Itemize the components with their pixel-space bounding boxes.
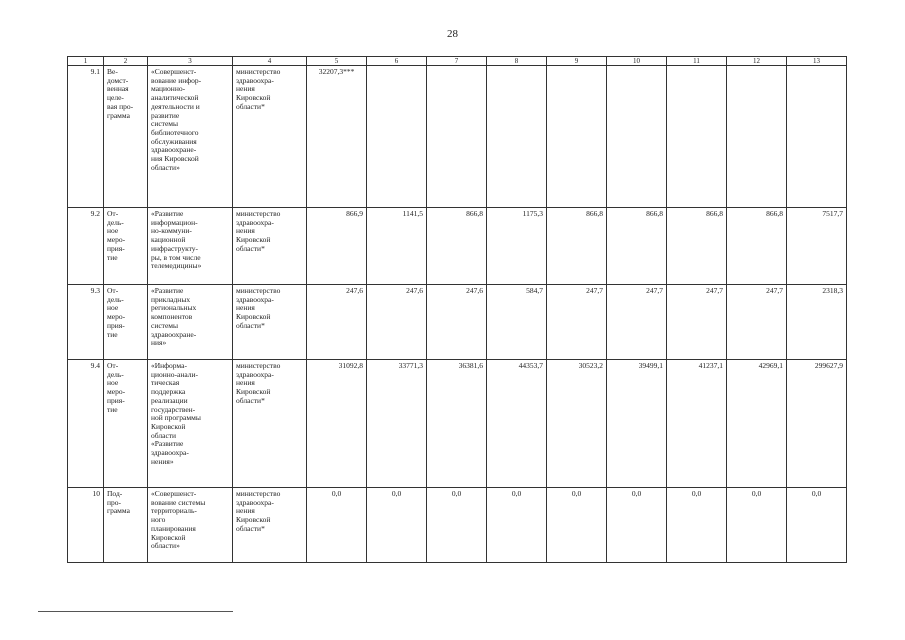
column-header: 11 xyxy=(667,57,727,66)
row-code: 10 xyxy=(68,488,104,563)
value-cell: 866,8 xyxy=(547,208,607,285)
column-header: 8 xyxy=(487,57,547,66)
value-cell xyxy=(727,66,787,208)
value-cell: 247,7 xyxy=(727,285,787,360)
row-type: Под- про- грамма xyxy=(104,488,148,563)
value-cell: 0,0 xyxy=(427,488,487,563)
row-name: «Развитие прикладных региональных компонентов системы здравоохране- ния» xyxy=(148,285,233,360)
row-executor: министерство здравоохра- нения Кировской области* xyxy=(233,360,307,488)
value-cell: 866,8 xyxy=(427,208,487,285)
value-cell: 299627,9 xyxy=(787,360,847,488)
column-header: 10 xyxy=(607,57,667,66)
row-name: «Совершенст- вование системы территориаль- ного планирования Кировской области» xyxy=(148,488,233,563)
value-cell: 0,0 xyxy=(787,488,847,563)
value-cell xyxy=(487,66,547,208)
value-cell: 247,6 xyxy=(307,285,367,360)
value-cell: 33771,3 xyxy=(367,360,427,488)
row-executor: министерство здравоохра- нения Кировской области* xyxy=(233,285,307,360)
value-cell: 41237,1 xyxy=(667,360,727,488)
value-cell: 0,0 xyxy=(307,488,367,563)
column-header: 1 xyxy=(68,57,104,66)
value-cell: 39499,1 xyxy=(607,360,667,488)
value-cell: 247,6 xyxy=(367,285,427,360)
value-cell: 42969,1 xyxy=(727,360,787,488)
value-cell: 0,0 xyxy=(487,488,547,563)
value-cell: 247,6 xyxy=(427,285,487,360)
row-type: От- дель- ное меро- прия- тие xyxy=(104,285,148,360)
value-cell xyxy=(367,66,427,208)
column-header: 4 xyxy=(233,57,307,66)
program-funding-table xyxy=(67,56,847,563)
value-cell: 0,0 xyxy=(607,488,667,563)
row-name: «Информа- ционно-анали- тическая поддержка реализации государствен- ной программы Кировской области «Развитие здравоохра- нения» xyxy=(148,360,233,488)
value-cell xyxy=(547,66,607,208)
row-executor: министерство здравоохра- нения Кировской области* xyxy=(233,208,307,285)
column-header: 12 xyxy=(727,57,787,66)
table-row xyxy=(68,360,847,488)
value-cell: 866,8 xyxy=(667,208,727,285)
value-cell: 30523,2 xyxy=(547,360,607,488)
value-cell: 247,7 xyxy=(547,285,607,360)
row-type: От- дель- ное меро- прия- тие xyxy=(104,208,148,285)
footnote-separator xyxy=(38,611,233,612)
value-cell: 866,9 xyxy=(307,208,367,285)
column-number-row xyxy=(68,57,847,66)
value-cell: 866,8 xyxy=(727,208,787,285)
column-header: 7 xyxy=(427,57,487,66)
column-header: 9 xyxy=(547,57,607,66)
row-name: «Развитие информацион- но-коммуни- кационной инфраструкту- ры, в том числе телемедицины» xyxy=(148,208,233,285)
value-cell xyxy=(427,66,487,208)
value-cell xyxy=(667,66,727,208)
value-cell: 32207,3*** xyxy=(307,66,367,208)
value-cell: 0,0 xyxy=(547,488,607,563)
row-executor: министерство здравоохра- нения Кировской области* xyxy=(233,488,307,563)
value-cell: 31092,8 xyxy=(307,360,367,488)
row-code: 9.2 xyxy=(68,208,104,285)
row-type: Ве- домст- венная целе- вая про- грамма xyxy=(104,66,148,208)
table-row xyxy=(68,488,847,563)
row-code: 9.3 xyxy=(68,285,104,360)
page-number: 28 xyxy=(447,28,458,40)
column-header: 6 xyxy=(367,57,427,66)
value-cell: 44353,7 xyxy=(487,360,547,488)
value-cell: 247,7 xyxy=(667,285,727,360)
value-cell: 247,7 xyxy=(607,285,667,360)
value-cell: 1141,5 xyxy=(367,208,427,285)
column-header: 3 xyxy=(148,57,233,66)
row-executor: министерство здравоохра- нения Кировской области* xyxy=(233,66,307,208)
table-row xyxy=(68,66,847,208)
value-cell: 1175,3 xyxy=(487,208,547,285)
column-header: 2 xyxy=(104,57,148,66)
value-cell: 866,8 xyxy=(607,208,667,285)
value-cell: 36381,6 xyxy=(427,360,487,488)
value-cell: 7517,7 xyxy=(787,208,847,285)
row-code: 9.4 xyxy=(68,360,104,488)
value-cell: 0,0 xyxy=(727,488,787,563)
value-cell: 2318,3 xyxy=(787,285,847,360)
value-cell: 0,0 xyxy=(667,488,727,563)
column-header: 13 xyxy=(787,57,847,66)
value-cell xyxy=(787,66,847,208)
value-cell xyxy=(607,66,667,208)
row-name: «Совершенст- вование инфор- мационно- аналитической деятельности и развитие системы библиотечного обслуживания здравоохране- ния Кировской области» xyxy=(148,66,233,208)
value-cell: 0,0 xyxy=(367,488,427,563)
row-code: 9.1 xyxy=(68,66,104,208)
row-type: От- дель- ное меро- прия- тие xyxy=(104,360,148,488)
column-header: 5 xyxy=(307,57,367,66)
value-cell: 584,7 xyxy=(487,285,547,360)
table-row xyxy=(68,208,847,285)
table-row xyxy=(68,285,847,360)
